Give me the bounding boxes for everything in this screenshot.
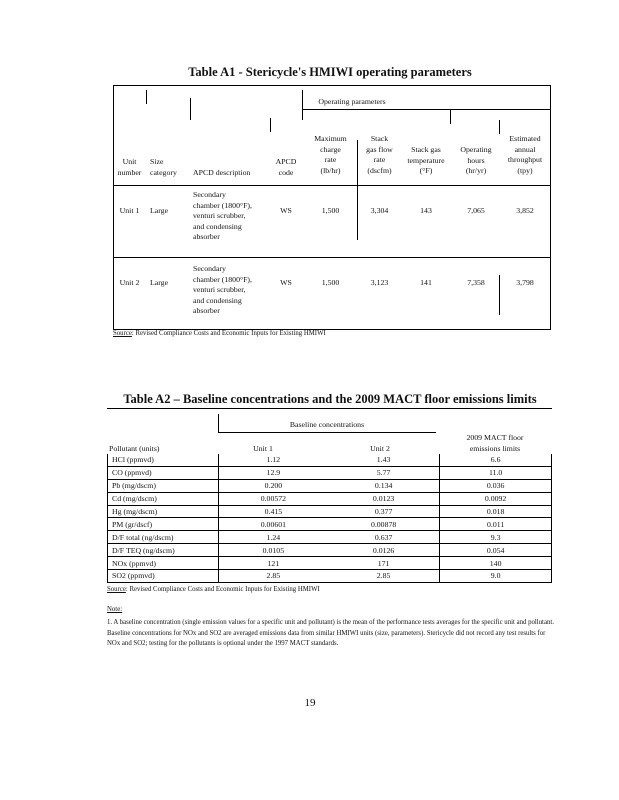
page-number: 19: [304, 697, 316, 709]
table-a1-source: [113, 330, 553, 337]
mact-limit: 0.018: [440, 505, 552, 518]
pollutant: NOx (ppmvd): [108, 557, 219, 570]
table-row: [108, 518, 552, 531]
unit-1-value: 0.00601: [218, 518, 328, 531]
unit-1-value: 12.9: [218, 466, 328, 479]
col-stack-gas-temp: Stack gas temperature (°F): [407, 145, 445, 176]
unit-1-value: 0.00572: [218, 492, 328, 505]
col-max-charge-rate: Maximum charge rate (lb/hr): [314, 134, 347, 175]
unit-1-value: 2.85: [218, 570, 328, 583]
col-operating-hours: Operating hours (hr/yr): [460, 145, 492, 176]
unit-2-value: 0.377: [328, 505, 440, 518]
unit-1-value: 1.24: [218, 531, 328, 544]
table-a1-title: Table A1 - Stericycle's HMIWI operating parameters: [188, 65, 472, 79]
unit-1-value: 0.0105: [218, 544, 328, 557]
table-row: [108, 454, 552, 466]
source-text: : Revised Compliance Costs and Economic Inputs for Existing HMIWI: [125, 586, 320, 593]
mact-limit: 11.0: [440, 466, 552, 479]
unit-2-value: 171: [328, 557, 440, 570]
table-row: [108, 492, 552, 505]
pollutant: HCl (ppmvd): [108, 454, 219, 466]
annual-throughput: 3,798: [516, 278, 534, 287]
note-text: 1. A baseline concentration (single emission values for a specific unit and pollutant) is the mean of the performance tests averages for the specific unit and pollutant. Baseline concentrations for NOx and SO2 are averaged emissions data from similar HMIWI units (size, parameters). Stericycle did not record any test results for NOx and SO2; testing for the pollutants is optional under the 1997 MACT standards.: [107, 619, 554, 647]
note-heading: Note:: [107, 606, 123, 613]
pollutant: PM (gr/dscf): [108, 518, 219, 531]
table-a2-source: [107, 586, 547, 593]
stack-gas-temp: 141: [420, 278, 432, 287]
col-stack-gas-flow: Stack gas flow rate (dscfm): [366, 134, 393, 175]
unit-number: Unit 1: [119, 206, 140, 215]
source-label: Source: [113, 330, 132, 337]
unit-2-value: 0.00878: [328, 518, 440, 531]
table-a2-title: Table A2 – Baseline concentrations and the 2009 MACT floor emissions limits: [123, 392, 537, 406]
unit-number: Unit 2: [119, 278, 140, 287]
mact-limit: 0.054: [440, 544, 552, 557]
unit-2-value: 1.43: [328, 454, 440, 466]
source-text: : Revised Compliance Costs and Economic Inputs for Existing HMIWI: [131, 330, 326, 337]
unit-1-value: 1.12: [218, 454, 328, 466]
pollutant: Cd (mg/dscm): [108, 492, 219, 505]
pollutant: CO (ppmvd): [108, 466, 219, 479]
unit-1-value: 0.415: [218, 505, 328, 518]
table-row: [108, 570, 552, 583]
table-row: [108, 505, 552, 518]
table-row: [108, 466, 552, 479]
apcd-description: Secondary chamber (1800°F), venturi scrubber, and condensing absorber: [193, 190, 252, 242]
table-row: [108, 544, 552, 557]
unit-2-value: 0.637: [328, 531, 440, 544]
pollutant: D/F total (ng/dscm): [108, 531, 219, 544]
operating-hours: 7,065: [467, 206, 485, 215]
unit-1-value: 0.200: [218, 479, 328, 492]
table-row: [108, 557, 552, 570]
col-pollutant: Pollutant (units): [109, 444, 160, 453]
baseline-concentrations-header: Baseline concentrations: [289, 420, 365, 429]
table-row: [108, 479, 552, 492]
mact-limit: 0.0092: [440, 492, 552, 505]
col-unit-2: Unit 2: [370, 444, 390, 453]
stack-gas-flow: 3,123: [370, 278, 389, 287]
pollutant: SO2 (ppmvd): [108, 570, 219, 583]
col-apcd-code: APCD code: [275, 157, 297, 177]
col-unit-number: Unit number: [117, 157, 142, 177]
apcd-description: Secondary chamber (1800°F), venturi scrubber, and condensing absorber: [193, 264, 252, 316]
pollutant: D/F TEQ (ng/dscm): [108, 544, 219, 557]
apcd-code: WS: [280, 278, 292, 287]
max-charge-rate: 1,500: [321, 278, 340, 287]
size-category: Large: [150, 278, 169, 287]
col-mact-limits: 2009 MACT floor emissions limits: [466, 433, 524, 453]
mact-limit: 6.6: [440, 454, 552, 466]
unit-2-value: 0.0123: [328, 492, 440, 505]
table-row: [108, 531, 552, 544]
max-charge-rate: 1,500: [321, 206, 340, 215]
unit-1-value: 121: [218, 557, 328, 570]
unit-2-value: 0.0126: [328, 544, 440, 557]
stack-gas-flow: 3,304: [370, 206, 389, 215]
mact-limit: 9.3: [440, 531, 552, 544]
pollutant: Pb (mg/dscm): [108, 479, 219, 492]
size-category: Large: [150, 206, 169, 215]
mact-limit: 9.0: [440, 570, 552, 583]
stack-gas-temp: 143: [420, 206, 432, 215]
operating-parameters-header: Operating parameters: [318, 97, 386, 106]
unit-2-value: 0.134: [328, 479, 440, 492]
operating-hours: 7,358: [467, 278, 485, 287]
unit-2-value: 5.77: [328, 466, 440, 479]
table-a2-body: [107, 454, 552, 583]
apcd-code: WS: [280, 206, 292, 215]
mact-limit: 0.036: [440, 479, 552, 492]
unit-2-value: 2.85: [328, 570, 440, 583]
mact-limit: 0.011: [440, 518, 552, 531]
source-label: Source: [107, 586, 126, 593]
pollutant: Hg (mg/dscm): [108, 505, 219, 518]
col-size-category: Size category: [150, 157, 177, 177]
col-apcd-description: APCD description: [193, 168, 251, 177]
col-unit-1: Unit 1: [253, 444, 273, 453]
col-annual-throughput: Estimated annual throughput (tpy): [507, 134, 543, 175]
annual-throughput: 3,852: [516, 206, 534, 215]
mact-limit: 140: [440, 557, 552, 570]
